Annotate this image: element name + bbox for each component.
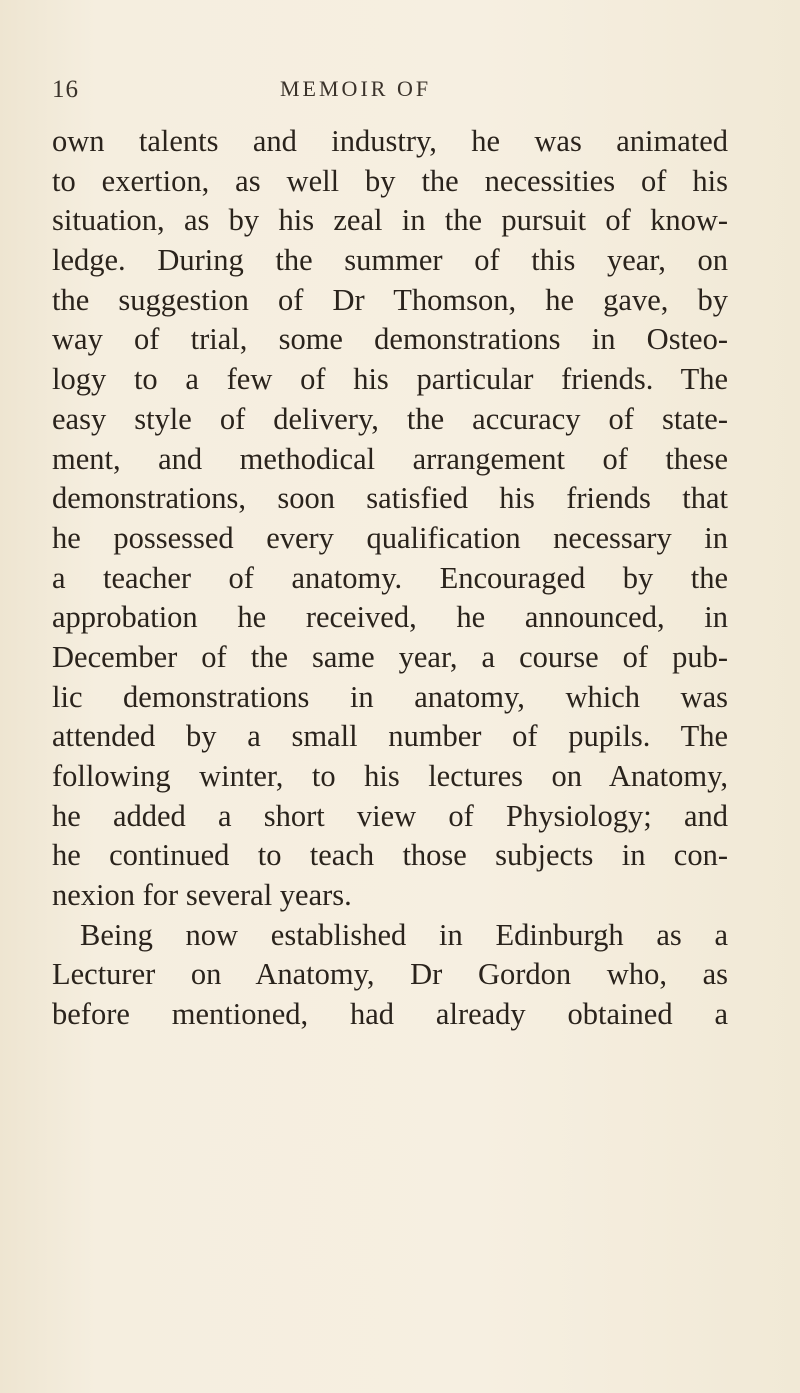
text-line: ledge. During the summer of this year, on: [52, 243, 728, 278]
text-line: own talents and industry, he was animated: [52, 124, 728, 158]
running-head: MEMOIR OF: [280, 76, 432, 101]
text-line-paragraph-end: nexion for several years.: [52, 878, 352, 913]
text-line: approbation he received, he announced, in: [52, 600, 728, 635]
text-line: situation, as by his zeal in the pursuit of know-: [52, 203, 728, 238]
text-line: he added a short view of Physiology; and: [52, 798, 728, 833]
text-line: lic demonstrations in anatomy, which was: [52, 679, 728, 714]
text-line: following winter, to his lectures on Anatomy,: [52, 759, 728, 793]
text-line: he continued to teach those subjects in con-: [52, 838, 728, 873]
text-line: logy to a few of his particular friends. The: [52, 362, 728, 397]
text-line: ment, and methodical arrangement of these: [52, 441, 728, 476]
page-number: 16: [52, 76, 79, 103]
text-line-paragraph-start: Being now established in Edinburgh as a: [80, 917, 728, 952]
text-line: way of trial, some demonstrations in Osteo-: [52, 322, 728, 357]
text-line: to exertion, as well by the necessities of his: [52, 163, 728, 198]
text-line: Lecturer on Anatomy, Dr Gordon who, as: [52, 957, 728, 992]
body-text: [52, 122, 728, 1035]
text-line: he possessed every qualification necessary in: [52, 520, 728, 555]
text-line: December of the same year, a course of pub-: [52, 639, 728, 674]
text-line: a teacher of anatomy. Encouraged by the: [52, 560, 728, 595]
text-line: attended by a small number of pupils. The: [52, 719, 728, 754]
page-header: [0, 76, 800, 110]
text-line: easy style of delivery, the accuracy of state-: [52, 401, 728, 436]
text-line: the suggestion of Dr Thomson, he gave, by: [52, 282, 728, 317]
text-line: demonstrations, soon satisfied his friends that: [52, 481, 728, 516]
text-line: before mentioned, had already obtained a: [52, 997, 728, 1032]
